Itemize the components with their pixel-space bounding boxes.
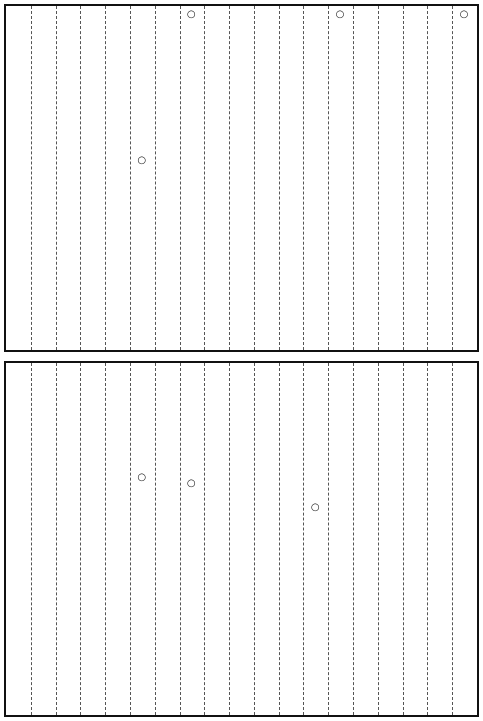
column-rule [254,363,255,715]
bottom-text-block [4,361,479,717]
column-rule [303,6,304,350]
column-rule [353,363,354,715]
column-rule [328,6,329,350]
section-marker: ○ [137,155,147,166]
section-marker: ○ [310,502,320,513]
column-rule [56,6,57,350]
column-rule [31,363,32,715]
column-rule [328,363,329,715]
column-rule [80,6,81,350]
column-rule [403,363,404,715]
column-rule [378,363,379,715]
column-rule [452,6,453,350]
column-rule [130,363,131,715]
column-rule [279,363,280,715]
section-marker: ○ [137,472,147,483]
top-text-block [4,4,479,352]
section-marker: ○ [335,9,345,20]
column-rule [180,6,181,350]
column-rule [229,363,230,715]
column-rule [378,6,379,350]
column-rule [180,363,181,715]
section-marker: ○ [186,9,196,20]
column-rule [204,6,205,350]
column-rule [403,6,404,350]
column-rule [452,363,453,715]
column-rule [105,363,106,715]
section-marker: ○ [186,478,196,489]
column-rule [353,6,354,350]
column-rule [155,6,156,350]
column-rule [279,6,280,350]
column-rule [80,363,81,715]
column-rule [155,363,156,715]
column-rule [427,363,428,715]
column-rule [204,363,205,715]
column-rule [254,6,255,350]
column-rule [229,6,230,350]
column-rule [303,363,304,715]
column-rule [56,363,57,715]
column-rule [130,6,131,350]
column-rule [105,6,106,350]
section-marker: ○ [459,9,469,20]
column-rule [427,6,428,350]
column-rule [31,6,32,350]
